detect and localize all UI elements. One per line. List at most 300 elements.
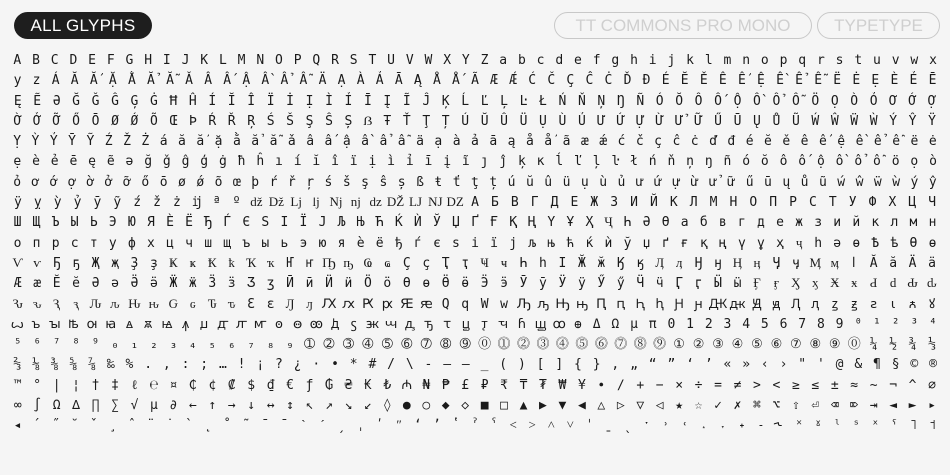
- glyph: Ԯ: [791, 296, 801, 312]
- glyph: Ԧ: [635, 296, 645, 312]
- glyph: ѓ: [413, 235, 422, 251]
- glyph: ĕ: [764, 134, 772, 150]
- glyph: ¯: [261, 418, 270, 434]
- glyph: ꙃ: [851, 296, 858, 312]
- glyph: ç: [654, 134, 662, 150]
- glyph: х: [147, 235, 155, 251]
- glyph: Ѝ: [413, 215, 422, 231]
- glyph: ꙥ: [235, 316, 248, 332]
- glyph: Ӡ: [247, 276, 256, 292]
- glyph: ể: [873, 134, 882, 150]
- glyph: μ: [630, 316, 638, 332]
- glyph: “: [648, 357, 657, 373]
- glyph: ): [517, 357, 526, 373]
- glyph: Х: [888, 195, 897, 211]
- glyph: ⑥: [770, 337, 783, 353]
- glyph: X: [443, 53, 452, 68]
- glyph: Ằ: [127, 73, 136, 89]
- glyph: ẞ: [363, 113, 373, 129]
- glyph: ⁶: [33, 337, 42, 353]
- glyph: „: [630, 357, 638, 373]
- glyph: ˂: [509, 418, 517, 434]
- glyph: ꙅ: [870, 296, 878, 312]
- glyph: Ẃ: [811, 113, 820, 129]
- glyph: 5: [760, 316, 769, 332]
- glyph: G: [125, 53, 134, 68]
- glyph: i: [648, 53, 657, 68]
- glyph-row: [8, 376, 942, 396]
- glyph: ѝ: [604, 235, 613, 251]
- glyph: ӷ: [694, 276, 703, 292]
- glyph: Ã: [471, 73, 479, 89]
- glyph: ü: [562, 174, 571, 190]
- glyph: Ț: [441, 113, 450, 129]
- glyph: ⓶: [517, 337, 531, 353]
- glyph: ꙙ: [126, 316, 133, 332]
- glyph: Ԝ: [480, 296, 489, 312]
- glyph: ∏: [91, 398, 100, 414]
- glyph: Ӈ: [694, 255, 703, 271]
- glyph: ⅔: [13, 357, 22, 373]
- glyph: @: [835, 357, 844, 373]
- glyph: Ԇ: [52, 296, 61, 312]
- glyph: ⓼: [633, 337, 647, 353]
- glyph: ⓷: [536, 337, 550, 353]
- glyph: Ā: [394, 73, 403, 89]
- glyph: Ŭ: [480, 113, 489, 129]
- glyph: ď: [709, 134, 717, 150]
- glyph: Ř: [227, 113, 236, 129]
- glyph: Ԏ: [207, 296, 217, 312]
- glyph: /: [387, 357, 395, 373]
- glyph: ③: [712, 337, 724, 353]
- glyph: Ǽ: [509, 73, 518, 89]
- glyph: ◊: [383, 398, 392, 414]
- glyph: ȳ: [93, 195, 102, 211]
- glyph: š: [342, 174, 351, 190]
- glyph: D: [69, 53, 78, 68]
- glyph: \: [405, 357, 414, 373]
- foundry-name: TYPETYPE: [817, 12, 940, 39]
- glyph: щ: [223, 235, 232, 251]
- glyph: Ŗ: [247, 113, 256, 129]
- glyph: t: [854, 53, 863, 68]
- glyph: į: [443, 154, 452, 170]
- glyph: ´: [32, 418, 41, 434]
- glyph: Ạ: [337, 73, 346, 89]
- glyph: h: [630, 53, 638, 68]
- glyph: ӧ: [383, 276, 392, 292]
- glyph: ₇: [247, 337, 256, 353]
- glyph: ▸: [928, 398, 936, 414]
- glyph: Ң: [528, 215, 537, 231]
- glyph: Ē: [928, 73, 937, 89]
- glyph: С: [809, 195, 817, 211]
- glyph-row: [8, 173, 942, 193]
- glyph: Ч: [928, 195, 937, 211]
- glyph: Ừ: [655, 113, 664, 129]
- glyph: ӻ: [773, 276, 780, 292]
- glyph: L: [218, 53, 227, 68]
- glyph: ų: [782, 174, 791, 190]
- glyph: ꙛ: [144, 316, 153, 332]
- glyph: Ӟ: [208, 276, 217, 292]
- glyph: ắ: [196, 134, 205, 150]
- glyph: Ǿ: [130, 113, 139, 129]
- glyph: ӄ: [636, 255, 645, 271]
- glyph: ꙩ: [274, 316, 283, 332]
- glyph: ǎ: [287, 134, 296, 150]
- glyph: A: [13, 53, 22, 68]
- glyph: Ӏ: [558, 255, 567, 271]
- glyph: Ӆ: [655, 255, 665, 271]
- glyph: ¸: [108, 418, 117, 434]
- glyph: ċ: [690, 134, 699, 150]
- glyph: Ś: [266, 113, 275, 129]
- glyph: ˇ: [89, 418, 98, 434]
- glyph: Ŷ: [908, 113, 917, 129]
- glyph: Ӿ: [830, 276, 840, 292]
- glyph: ©: [910, 357, 919, 373]
- glyph: Ŝ: [325, 113, 333, 129]
- glyph: ễ: [892, 134, 901, 150]
- glyph-row: [8, 295, 942, 315]
- glyph: ľ: [574, 154, 582, 170]
- glyph: ź: [133, 195, 142, 211]
- glyph: Ь: [89, 215, 98, 231]
- glyph-row: [8, 355, 942, 375]
- glyph: Э: [108, 215, 117, 231]
- glyph: Ê: [718, 73, 727, 89]
- glyph: ʺ: [396, 418, 402, 434]
- glyph: ë: [910, 134, 919, 150]
- glyph: Щ: [32, 215, 41, 231]
- glyph: ˒: [661, 418, 670, 434]
- glyph: ế: [818, 134, 827, 150]
- glyph: ⅞: [88, 357, 96, 373]
- glyph: ӱ: [577, 276, 586, 292]
- glyph: I: [162, 53, 171, 68]
- glyph: Ẳ: [147, 73, 155, 89]
- glyph: #: [368, 357, 377, 373]
- glyph: ¤: [169, 377, 178, 393]
- glyph: ổ: [854, 154, 863, 170]
- glyph: Ү: [547, 215, 556, 231]
- glyph: ə: [125, 154, 134, 170]
- glyph: А: [471, 195, 479, 211]
- glyph: Ҡ: [246, 255, 257, 271]
- glyph: Ş: [305, 113, 314, 129]
- glyph: s: [835, 53, 844, 68]
- glyph: ˋ: [301, 418, 306, 434]
- glyph: ҡ: [266, 255, 275, 271]
- glyph: І: [280, 215, 289, 231]
- glyph: ԇ: [73, 296, 80, 312]
- glyph: Ҟ: [207, 255, 217, 271]
- glyph: l: [704, 53, 713, 68]
- glyph: ӛ: [149, 276, 158, 292]
- glyph: Ԍ: [168, 296, 179, 312]
- glyph: ħ: [237, 154, 246, 170]
- glyph: ҹ: [500, 255, 508, 271]
- glyph: ů: [800, 174, 809, 190]
- glyph: ꚋ: [424, 316, 433, 332]
- glyph: Ẅ: [850, 113, 859, 129]
- glyph: ử: [709, 174, 717, 190]
- glyph: •: [331, 357, 339, 373]
- glyph: ⌫: [830, 398, 839, 414]
- glyph: €: [286, 377, 294, 393]
- glyph: Ờ: [13, 113, 22, 129]
- glyph: …: [218, 357, 227, 373]
- glyph: Ĝ: [111, 93, 119, 109]
- glyph: Ӓ: [908, 255, 917, 271]
- glyph: x: [929, 53, 937, 68]
- glyph: ę: [88, 154, 96, 170]
- glyph: ữ: [727, 174, 736, 190]
- glyph: у: [108, 235, 117, 251]
- glyph: Ự: [636, 113, 645, 129]
- glyph: Ĭ: [227, 93, 236, 109]
- glyph: ⁸: [72, 337, 80, 353]
- glyph: һ: [814, 235, 823, 251]
- glyph: ķ: [517, 154, 526, 170]
- glyph-grid: [0, 51, 950, 437]
- glyph: Ц: [908, 195, 917, 211]
- glyph: [: [536, 357, 545, 373]
- glyph: к: [871, 215, 880, 231]
- glyph: Є: [242, 215, 251, 231]
- glyph: π: [648, 316, 657, 332]
- glyph: ˀ: [471, 418, 479, 434]
- glyph: ĩ: [461, 154, 470, 170]
- glyph: ∆: [72, 398, 80, 414]
- glyph: Ќ: [394, 215, 403, 231]
- glyph: Г: [530, 195, 539, 211]
- glyph: Һ: [519, 255, 528, 271]
- glyph: £: [461, 377, 470, 393]
- glyph: ™: [13, 377, 22, 393]
- glyph: ➇: [440, 337, 452, 353]
- glyph: ₱: [441, 377, 450, 393]
- glyph: ә: [111, 276, 119, 292]
- glyph: ∂: [169, 398, 178, 414]
- glyph: °: [33, 377, 42, 393]
- all-glyphs-label: ALL GLYPHS: [14, 12, 152, 39]
- glyph: ↖: [305, 398, 314, 414]
- glyph: q: [798, 53, 807, 68]
- glyph: ◆: [441, 398, 450, 414]
- glyph: ➈: [459, 337, 471, 353]
- glyph: Ԡ: [516, 296, 531, 312]
- glyph: Ǳ: [446, 195, 464, 211]
- glyph: Ӂ: [577, 255, 586, 271]
- glyph: ԅ: [32, 296, 42, 312]
- glyph: ỏ: [13, 174, 22, 190]
- glyph: ª: [212, 195, 221, 211]
- glyph: Ỷ: [49, 134, 58, 150]
- glyph: ꙝ: [161, 316, 173, 332]
- glyph: b: [517, 53, 526, 68]
- glyph: ˞: [776, 418, 784, 434]
- glyph: ӽ: [812, 276, 819, 292]
- glyph: ě: [782, 134, 791, 150]
- glyph: Ồ: [753, 93, 761, 109]
- glyph: N: [256, 53, 265, 68]
- glyph: Õ: [149, 113, 158, 129]
- glyph: å: [525, 134, 534, 150]
- glyph: Ы: [70, 215, 79, 231]
- glyph: ĝ: [181, 154, 190, 170]
- glyph: ≈: [850, 377, 859, 393]
- glyph: ѣ: [890, 235, 899, 251]
- glyph: U: [387, 53, 395, 68]
- glyph: $: [247, 377, 256, 393]
- glyph: Ż: [141, 134, 150, 150]
- glyph: œ: [232, 174, 241, 190]
- glyph: ģ: [200, 154, 209, 170]
- glyph: ờ: [86, 174, 95, 190]
- glyph: Ј: [318, 215, 327, 231]
- glyph: ì: [387, 154, 395, 170]
- glyph: Ŋ: [616, 93, 625, 109]
- glyph: ꙉ: [908, 296, 917, 312]
- glyph: ⅜: [50, 357, 59, 373]
- glyph: ñ: [723, 154, 732, 170]
- glyph: Ю: [127, 215, 136, 231]
- glyph: B: [32, 53, 40, 68]
- glyph: ѵ: [33, 255, 41, 271]
- glyph: ˝: [51, 418, 60, 434]
- glyph: ï: [349, 154, 358, 170]
- glyph: ⌦: [850, 398, 859, 414]
- glyph: Ó: [655, 93, 664, 109]
- glyph: Č: [547, 73, 556, 89]
- glyph: ġ: [218, 154, 227, 170]
- glyph: ӏ: [850, 255, 859, 271]
- glyph: ꙭ: [309, 316, 323, 332]
- glyph: Ĕ: [680, 73, 689, 89]
- glyph: ŵ: [855, 174, 864, 190]
- glyph: 7: [798, 316, 807, 332]
- glyph: »: [742, 357, 751, 373]
- glyph: ņ: [686, 154, 694, 170]
- glyph: Ѐ: [166, 215, 174, 231]
- glyph: ŗ: [306, 174, 315, 190]
- glyph: ○: [422, 398, 431, 414]
- glyph: ԓ: [306, 296, 313, 312]
- glyph: љ: [528, 235, 537, 251]
- glyph: ē: [69, 154, 78, 170]
- glyph: ꚏ: [461, 316, 470, 332]
- glyph: Þ: [188, 113, 197, 129]
- glyph: ꚕ: [517, 316, 527, 332]
- glyph: ҷ: [795, 235, 803, 251]
- glyph: ⓺: [594, 337, 608, 353]
- glyph: Ô: [694, 93, 703, 109]
- glyph: Ẩ: [280, 73, 289, 89]
- glyph: Ҩ: [363, 255, 373, 271]
- glyph: ӓ: [928, 255, 936, 271]
- glyph: g: [611, 53, 620, 68]
- glyph: ꚓ: [498, 316, 509, 332]
- glyph: ➂: [342, 337, 354, 353]
- glyph: Ķ: [441, 93, 450, 109]
- glyph: v: [891, 53, 900, 68]
- glyph: Δ: [592, 316, 601, 332]
- glyph: ≥: [791, 377, 800, 393]
- glyph: ˥: [909, 418, 918, 434]
- glyph-row: [8, 112, 942, 132]
- glyph: p: [779, 53, 788, 68]
- glyph: Ề: [776, 73, 784, 89]
- glyph: ⌘: [753, 398, 761, 414]
- glyph: ã: [562, 134, 571, 150]
- glyph: Ġ: [149, 93, 158, 109]
- glyph: Ԕ: [321, 296, 337, 312]
- glyph: ụ: [580, 174, 589, 190]
- glyph: Ҷ: [604, 215, 613, 231]
- glyph: ậ: [342, 134, 351, 150]
- glyph: n: [742, 53, 751, 68]
- glyph: f: [592, 53, 601, 68]
- glyph: ˔: [701, 418, 706, 434]
- glyph: ҥ: [305, 255, 314, 271]
- glyph: ”: [667, 357, 676, 373]
- glyph: Ò: [850, 93, 859, 109]
- glyph: ₴: [344, 377, 353, 393]
- glyph: ꙁ: [831, 296, 838, 312]
- glyph: Ԥ: [596, 296, 607, 312]
- glyph: í: [293, 154, 302, 170]
- glyph: ộ: [816, 154, 825, 170]
- glyph: Ổ: [772, 93, 781, 109]
- glyph: ˕: [720, 418, 726, 434]
- glyph: Ų: [753, 113, 761, 129]
- glyph: è: [32, 154, 40, 170]
- glyph: Ť: [402, 113, 411, 129]
- glyph: Ӳ: [597, 276, 606, 292]
- glyph: ŝ: [379, 174, 388, 190]
- glyph: с: [70, 235, 79, 251]
- glyph: ≠: [733, 377, 742, 393]
- glyph: ×: [675, 377, 684, 393]
- glyph: P: [293, 53, 302, 68]
- glyph: Ԣ: [555, 296, 570, 312]
- glyph: ‡: [111, 377, 119, 393]
- glyph: Я: [147, 215, 155, 231]
- glyph: Ԋ: [128, 296, 141, 312]
- glyph: ˈ: [585, 418, 594, 434]
- glyph: ‹: [760, 357, 769, 373]
- glyph: ҧ: [343, 255, 354, 271]
- glyph: W: [424, 53, 433, 68]
- glyph: İ: [286, 93, 294, 109]
- glyph: ŭ: [525, 174, 534, 190]
- glyph: ˡ: [833, 418, 842, 434]
- glyph: %: [125, 357, 134, 373]
- glyph: Ё: [185, 215, 193, 231]
- glyph: Ú: [461, 113, 470, 129]
- glyph: ẩ: [379, 134, 388, 150]
- glyph: ꙫ: [293, 316, 303, 332]
- glyph: Ệ: [757, 73, 765, 89]
- glyph: Ӷ: [675, 276, 684, 292]
- glyph: ˟: [796, 418, 802, 434]
- glyph: Ợ: [928, 93, 936, 109]
- glyph: ④: [731, 337, 744, 353]
- glyph: ũ: [818, 174, 827, 190]
